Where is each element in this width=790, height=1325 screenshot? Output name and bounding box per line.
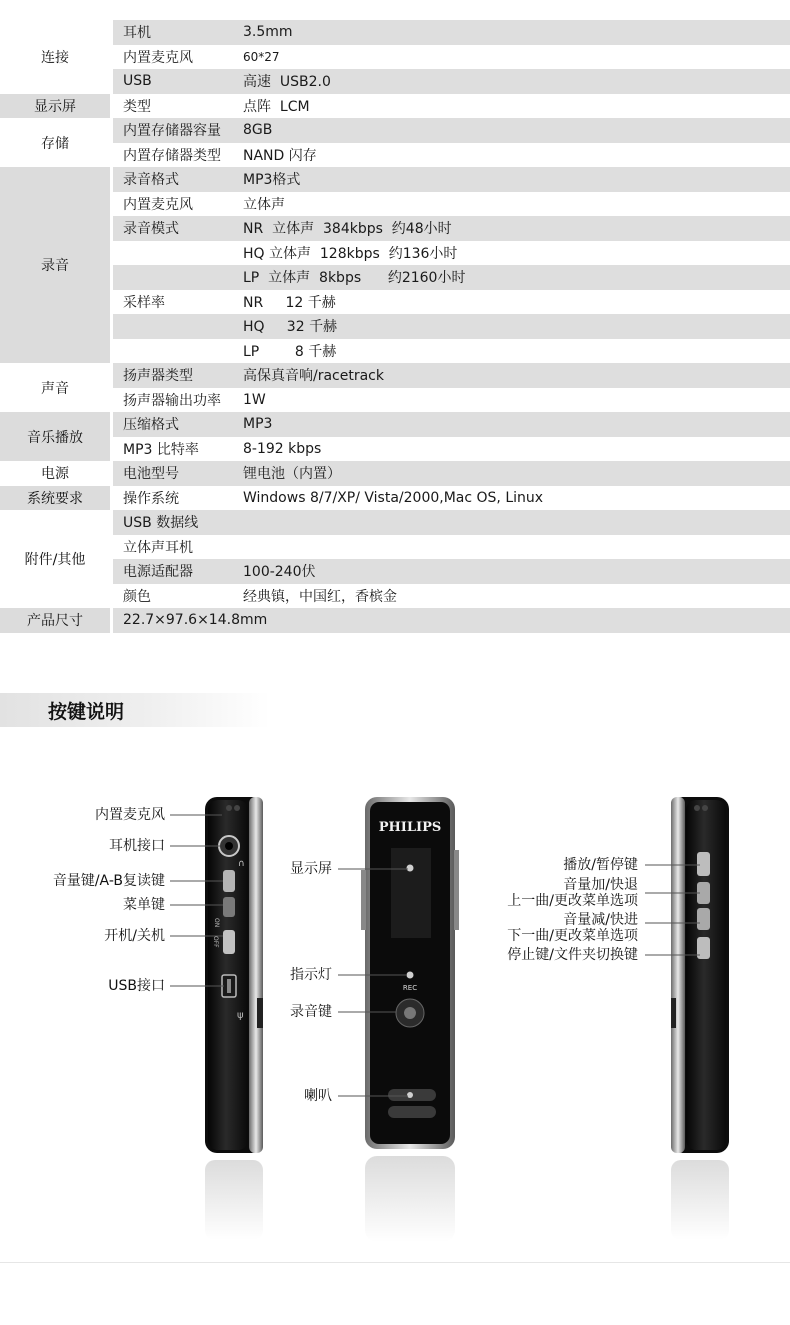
spec-value: MP3 — [243, 416, 273, 433]
spec-row — [113, 45, 790, 70]
svg-text:ψ: ψ — [237, 1010, 244, 1021]
left-side-device — [205, 797, 263, 1240]
spec-key: 内置麦克风 — [123, 196, 193, 213]
brand-logo: PHILIPS — [378, 820, 442, 835]
spec-key: MP3 比特率 — [123, 441, 199, 458]
spec-value: HQ 32 千赫 — [243, 319, 338, 336]
spec-key: USB — [123, 73, 152, 90]
spec-row — [113, 143, 790, 168]
stop-button[interactable] — [697, 937, 710, 959]
rec-label: REC — [402, 984, 418, 992]
label-usb: USB接口 — [108, 978, 165, 994]
spec-group — [0, 486, 790, 511]
spec-group — [0, 20, 790, 94]
spec-value: 立体声 — [243, 196, 285, 213]
section-title: 按键说明 — [48, 701, 125, 723]
spec-row — [113, 290, 790, 315]
spec-key: 扬声器输出功率 — [123, 392, 221, 409]
spec-value: LP 立体声 8kbps 约2160小时 — [243, 270, 466, 287]
label-menu: 菜单键 — [123, 897, 165, 913]
label-display: 显示屏 — [290, 861, 332, 877]
section-title-bar — [0, 693, 270, 727]
spec-key: 操作系统 — [123, 490, 179, 507]
label-vol-down: 音量减/快进 — [563, 912, 638, 928]
spec-group — [0, 167, 790, 363]
spec-value: 8-192 kbps — [243, 440, 322, 457]
spec-row — [113, 20, 790, 45]
spec-row — [113, 486, 790, 511]
spec-row — [113, 510, 790, 535]
spec-category: 显示屏 — [0, 94, 110, 119]
spec-key: 内置麦克风 — [123, 49, 193, 66]
spec-category: 存储 — [41, 135, 69, 152]
spec-row — [113, 339, 790, 364]
spec-row — [113, 241, 790, 266]
label-power: 开机/关机 — [104, 928, 165, 944]
spec-row — [113, 535, 790, 560]
spec-value: HQ 立体声 128kbps 约136小时 — [243, 245, 458, 262]
spec-group — [0, 608, 790, 633]
spec-group — [0, 510, 790, 608]
volume-down-button[interactable] — [697, 908, 710, 930]
switch-off-label: OFF — [212, 936, 219, 948]
spec-key: 立体声耳机 — [123, 539, 193, 556]
spec-key: 采样率 — [123, 294, 165, 311]
record-button[interactable] — [396, 999, 424, 1027]
spec-value: NR 立体声 384kbps 约48小时 — [243, 221, 452, 238]
spec-group — [0, 363, 790, 412]
spec-row — [113, 559, 790, 584]
spec-category: 电源 — [41, 466, 69, 483]
spec-group — [0, 94, 790, 119]
spec-row — [113, 608, 790, 633]
label-mic: 内置麦克风 — [95, 807, 165, 823]
spec-category: 音乐播放 — [0, 412, 110, 461]
spec-key: 电源适配器 — [123, 564, 193, 581]
label-volume-ab: 音量键/A-B复读键 — [52, 873, 165, 889]
spec-key: 录音模式 — [123, 221, 179, 238]
spec-value: 高保真音响/racetrack — [243, 368, 384, 385]
spec-row — [113, 192, 790, 217]
spec-value: 60*27 — [243, 49, 280, 64]
spec-key: 电池型号 — [123, 466, 179, 483]
spec-value: 8GB — [243, 122, 273, 139]
indicator-light — [407, 972, 414, 979]
spec-group — [0, 118, 790, 167]
spec-key: 耳机 — [123, 25, 151, 42]
spec-category: 产品尺寸 — [0, 608, 110, 633]
label-play: 播放/暂停键 — [563, 857, 638, 873]
spec-row — [113, 69, 790, 94]
spec-value: 点阵 LCM — [243, 98, 310, 115]
spec-key: 颜色 — [123, 588, 151, 605]
spec-value: 100-240伏 — [243, 564, 316, 581]
spec-row — [113, 167, 790, 192]
spec-value: LP 8 千赫 — [243, 343, 337, 360]
label-stop: 停止键/文件夹切换键 — [507, 947, 638, 963]
spec-value: 高速 USB2.0 — [243, 74, 331, 91]
spec-value: 3.5mm — [243, 24, 293, 41]
spec-key: 内置存储器容量 — [123, 123, 221, 140]
spec-value: 1W — [243, 391, 266, 408]
spec-row — [113, 388, 790, 413]
play-pause-button[interactable] — [697, 852, 710, 876]
label-record: 录音键 — [290, 1004, 332, 1020]
label-next: 下一曲/更改菜单选项 — [507, 928, 638, 944]
spec-row — [113, 363, 790, 388]
spec-category: 录音 — [0, 167, 110, 363]
spec-value: NR 12 千赫 — [243, 294, 336, 311]
spec-category: 声音 — [41, 380, 69, 397]
spec-group — [0, 412, 790, 461]
spec-row — [113, 437, 790, 462]
label-prev: 上一曲/更改菜单选项 — [507, 893, 638, 909]
divider — [0, 1262, 790, 1263]
spec-group — [0, 461, 790, 486]
spec-table — [0, 20, 790, 633]
spec-key: USB 数据线 — [123, 515, 199, 532]
switch-on-label: ON — [213, 918, 220, 928]
spec-value: MP3格式 — [243, 172, 301, 189]
spec-value: 锂电池（内置） — [243, 466, 341, 483]
spec-row — [113, 584, 790, 609]
label-earphone: 耳机接口 — [109, 838, 165, 854]
spec-category: 附件/其他 — [24, 552, 86, 568]
spec-key: 类型 — [123, 98, 151, 115]
spec-value: NAND 闪存 — [243, 147, 317, 164]
spec-key: 录音格式 — [123, 172, 179, 189]
label-speaker: 喇叭 — [304, 1088, 332, 1104]
spec-key: 扬声器类型 — [123, 368, 193, 385]
spec-row — [113, 118, 790, 143]
spec-row — [113, 412, 790, 437]
spec-value: 经典镇，中国红，香槟金 — [243, 588, 397, 605]
spec-row — [113, 314, 790, 339]
spec-row — [113, 265, 790, 290]
spec-value: Windows 8/7/XP/ Vista/2000,Mac OS, Linux — [243, 489, 544, 506]
front-device — [361, 797, 459, 1242]
spec-row — [113, 216, 790, 241]
spec-category: 连接 — [41, 49, 69, 66]
spec-key: 22.7×97.6×14.8mm — [123, 612, 268, 629]
spec-key: 压缩格式 — [123, 417, 179, 434]
label-vol-up: 音量加/快退 — [563, 877, 638, 893]
display-screen — [391, 848, 431, 938]
spec-row — [113, 94, 790, 119]
spec-row — [113, 461, 790, 486]
spec-key: 内置存储器类型 — [123, 147, 221, 164]
label-indicator: 指示灯 — [290, 967, 332, 983]
svg-text:∩: ∩ — [238, 859, 245, 869]
volume-ab-button[interactable] — [223, 870, 235, 892]
menu-button[interactable] — [223, 897, 235, 917]
right-side-device — [671, 797, 729, 1240]
spec-category: 系统要求 — [0, 486, 110, 511]
